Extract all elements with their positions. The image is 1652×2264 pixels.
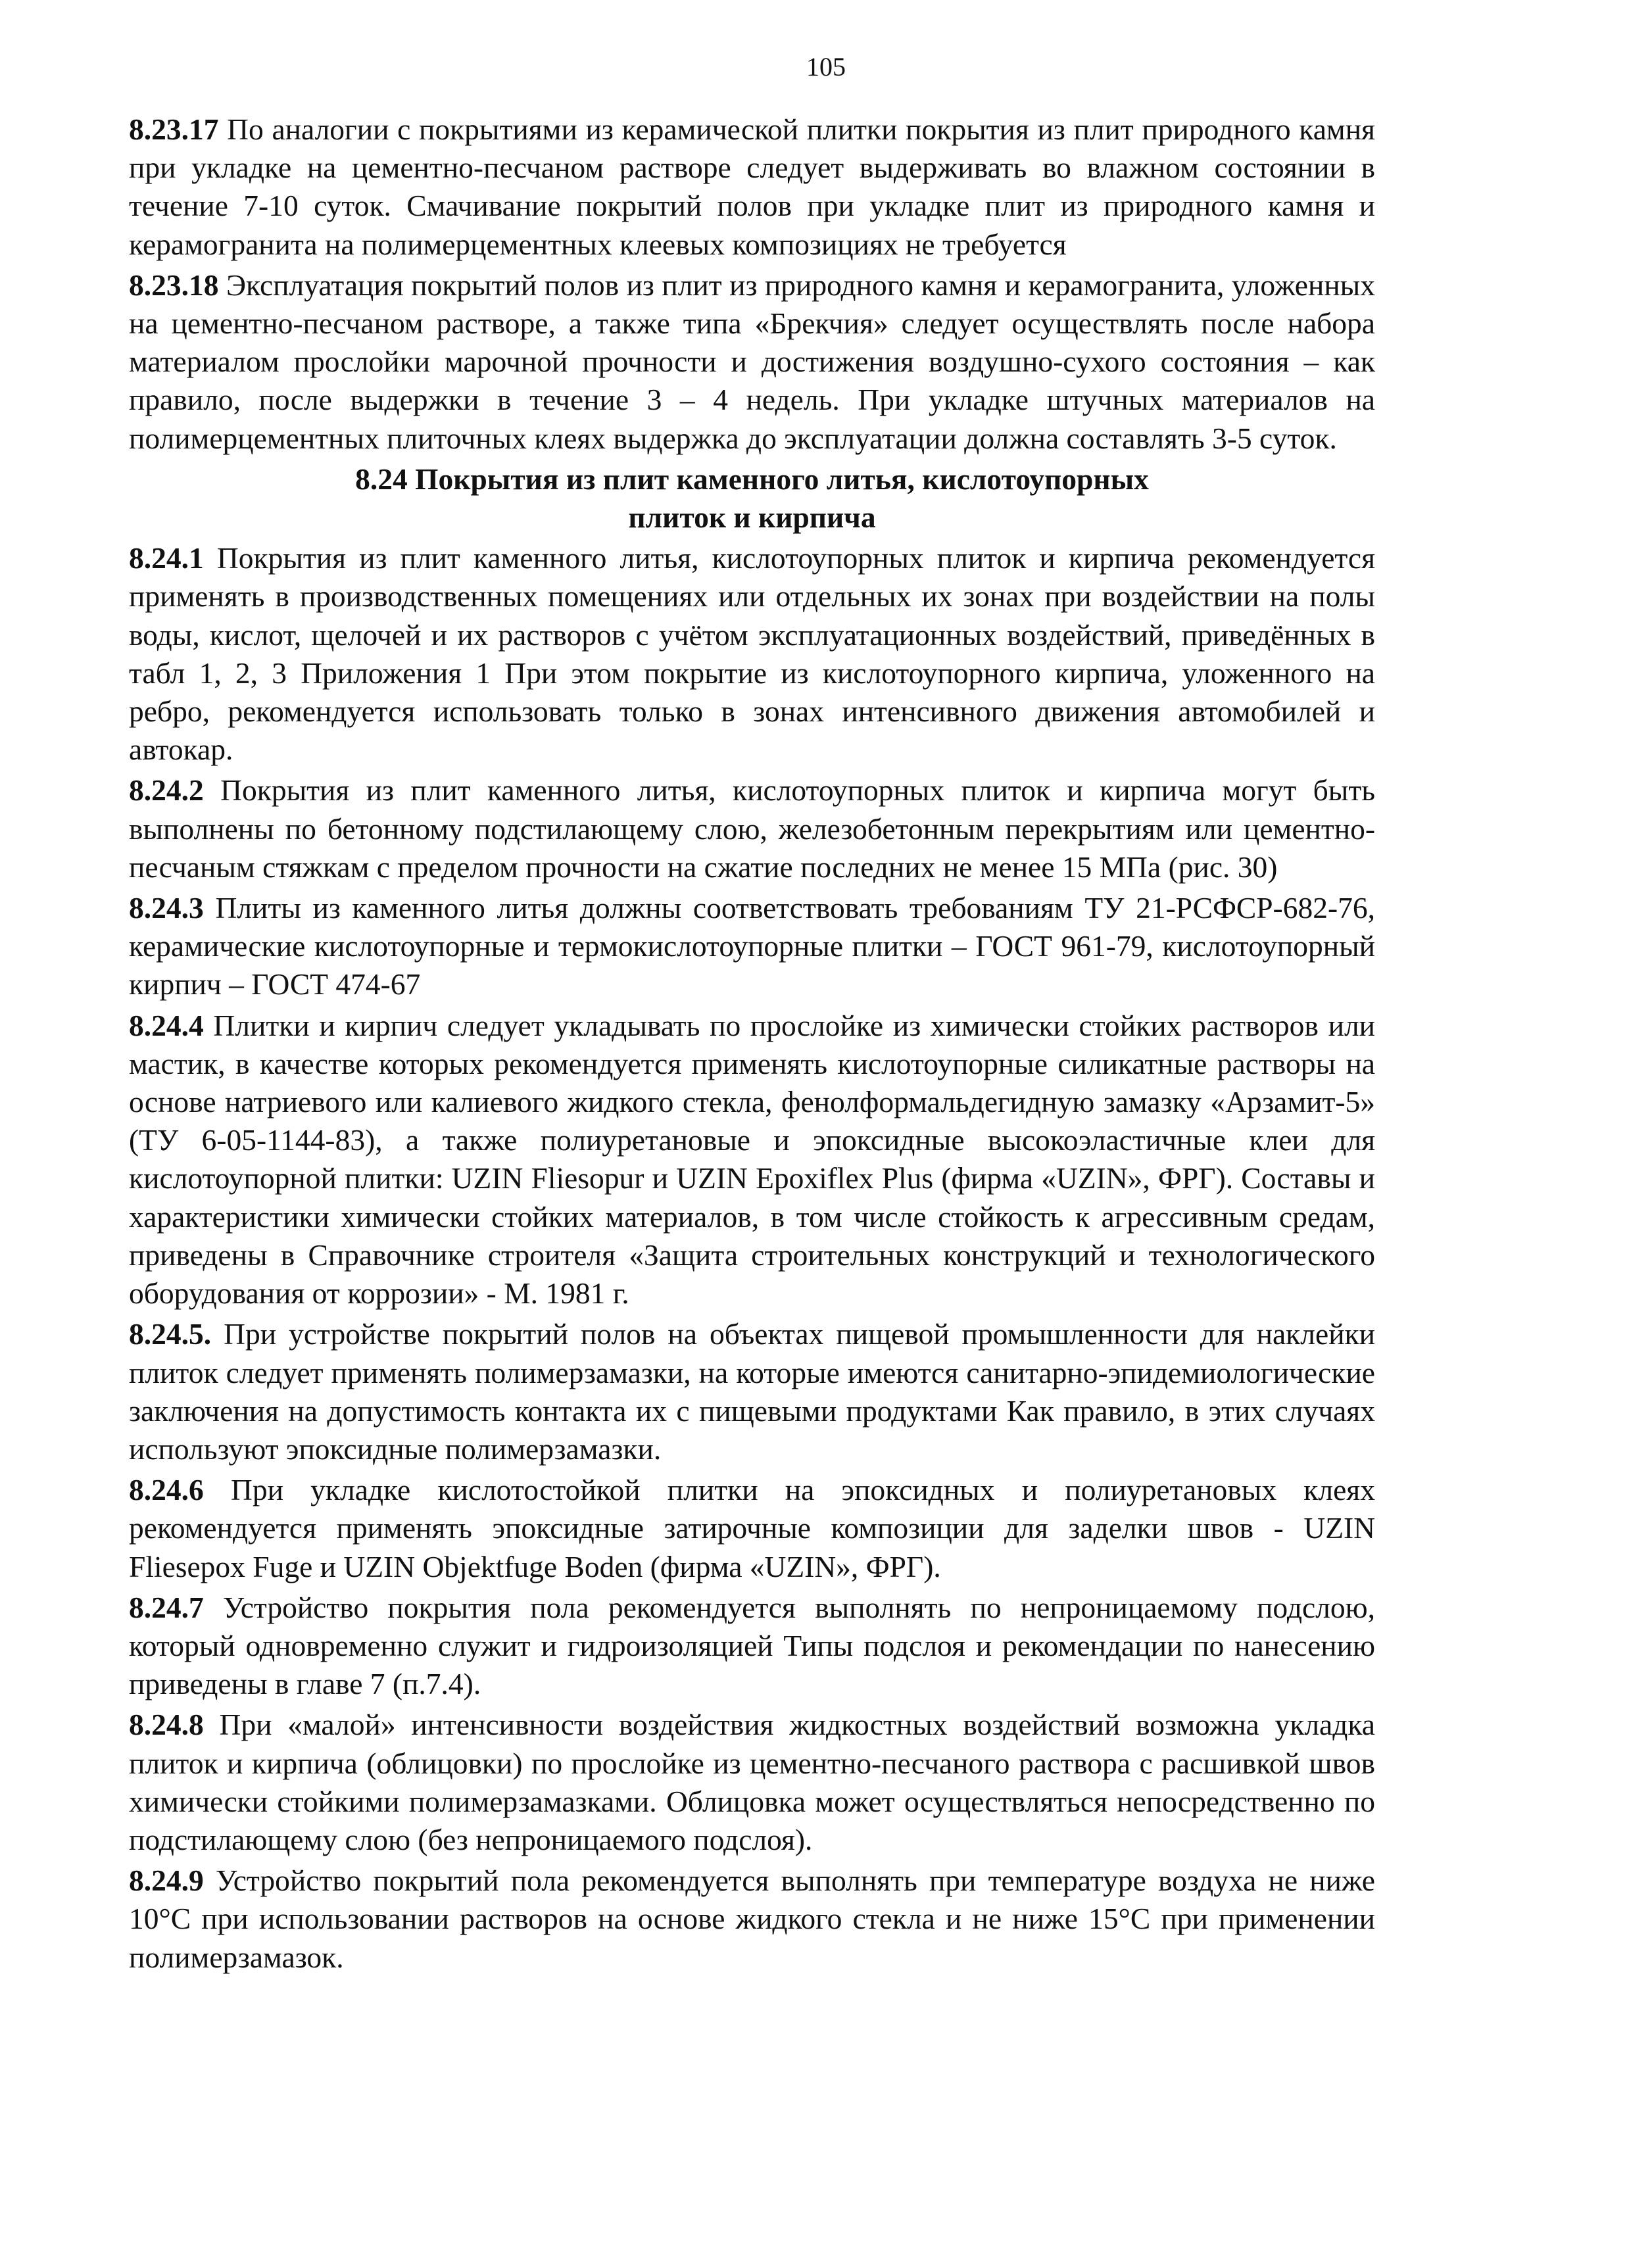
clause-number: 8.24.3	[129, 891, 204, 925]
document-body	[129, 110, 1375, 1979]
clause-text: Устройство покрытий пола рекомендуется выполнять при температуре воздуха не ниже 10°С при использовании растворов на основе жидкого стекла и не ниже 15°С при применении полимерзамазок.	[129, 1864, 1375, 1974]
clause-text: Устройство покрытия пола рекомендуется выполнять по непроницаемому подслою, который одновременно служит и гидроизоляцией Типы подслоя и рекомендации по нанесению приведены в главе 7 (п.7.4).	[129, 1590, 1375, 1701]
paragraph-8-23-17	[129, 110, 1375, 264]
clause-number: 8.24.4	[129, 1008, 204, 1042]
clause-number: 8.24.9	[129, 1864, 204, 1898]
paragraph-8-24-9	[129, 1862, 1375, 1977]
clause-number: 8.24.5.	[129, 1317, 212, 1351]
clause-text: Покрытия из плит каменного литья, кислотоупорных плиток и кирпича рекомендуется применять в производственных помещениях или отдельных их зонах при воздействии на полы воды, кислот, щелочей и их растворов с учётом эксплуатационных воздействий, приведённых в табл 1, 2, 3 Приложения 1 При этом покрытие из кислотоупорного кирпича, уложенного на ребро, рекомендуется использовать только в зонах интенсивного движения автомобилей и автокар.	[129, 541, 1375, 767]
clause-number: 8.24.2	[129, 773, 204, 807]
clause-number: 8.24.8	[129, 1708, 204, 1742]
clause-text: При укладке кислотостойкой плитки на эпоксидных и полиуретановых клеях рекомендуется применять эпоксидные затирочные композиции для заделки швов - UZIN Fliesepox Fuge и UZIN Objektfuge Boden (фирма «UZIN», ФРГ).	[129, 1473, 1375, 1583]
paragraph-8-24-3	[129, 889, 1375, 1004]
clause-text: При «малой» интенсивности воздействия жидкостных воздействий возможна укладка плиток и кирпича (облицовки) по прослойке из цементно-песчаного раствора с расшивкой швов химически стойкими полимерзамазками. Облицовка может осуществляться непосредственно по подстилающему слою (без непроницаемого подслоя).	[129, 1708, 1375, 1856]
clause-number: 8.24.1	[129, 541, 204, 575]
clause-text: При устройстве покрытий полов на объектах пищевой промышленности для наклейки плиток следует применять полимерзамазки, на которые имеются санитарно-эпидемиологические заключения на допустимость контакта их с пищевыми продуктами Как правило, в этих случаях используют эпоксидные полимерзамазки.	[129, 1317, 1375, 1466]
clause-text: Покрытия из плит каменного литья, кислотоупорных плиток и кирпича могут быть выполнены по бетонному подстилающему слою, железобетонным перекрытиям или цементно-песчаным стяжкам с пределом прочности на сжатие последних не менее 15 МПа (рис. 30)	[129, 773, 1375, 884]
paragraph-8-24-5	[129, 1315, 1375, 1468]
clause-number: 8.24.7	[129, 1590, 204, 1624]
clause-text: По аналогии с покрытиями из керамической плитки покрытия из плит природного камня при укладке на цементно-песчаном растворе следует выдерживать во влажном состоянии в течение 7-10 суток. Смачивание покрытий полов при укладке плит из природного камня и керамогранита на полимерцементных клеевых композициях не требуется	[129, 112, 1375, 261]
paragraph-8-24-1	[129, 539, 1375, 769]
clause-number: 8.24.6	[129, 1473, 204, 1507]
paragraph-8-24-8	[129, 1706, 1375, 1859]
paragraph-8-24-2	[129, 771, 1375, 886]
paragraph-8-24-7	[129, 1589, 1375, 1704]
paragraph-8-24-4	[129, 1007, 1375, 1313]
clause-number: 8.23.18	[129, 268, 219, 302]
section-heading-line-2: плиток и кирпича	[628, 500, 876, 535]
paragraph-8-23-18	[129, 266, 1375, 458]
page-number: 105	[806, 52, 846, 82]
paragraph-8-24-6	[129, 1471, 1375, 1586]
section-heading	[129, 460, 1375, 537]
section-heading-line-1: 8.24 Покрытия из плит каменного литья, кислотоупорных	[355, 462, 1149, 496]
clause-text: Плитки и кирпич следует укладывать по прослойке из химически стойких растворов или мастик, в качестве которых рекомендуется применять кислотоупорные силикатные растворы на основе натриевого или калиевого жидкого стекла, фенолформальдегидную замазку «Арзамит-5» (ТУ 6-05-1144-83), а также полиуретановые и эпоксидные высокоэластичные клеи для кислотоупорной плитки: UZIN Fliesopur и UZIN Epoxiflex Plus (фирма «UZIN», ФРГ). Составы и характеристики химически стойких материалов, в том числе стойкость к агрессивным средам, приведены в Справочнике строителя «Защита строительных конструкций и технологического оборудования от коррозии» - М. 1981 г.	[129, 1008, 1375, 1311]
clause-text: Эксплуатация покрытий полов из плит из природного камня и керамогранита, уложенных на цементно-песчаном растворе, а также типа «Брекчия» следует осуществлять после набора материалом прослойки марочной прочности и достижения воздушно-сухого состояния – как правило, после выдержки в течение 3 – 4 недель. При укладке штучных материалов на полимерцементных плиточных клеях выдержка до эксплуатации должна составлять 3-5 суток.	[129, 268, 1375, 455]
clause-text: Плиты из каменного литья должны соответствовать требованиям ТУ 21-РСФСР-682-76, керамические кислотоупорные и термокислотоупорные плитки – ГОСТ 961-79, кислотоупорный кирпич – ГОСТ 474-67	[129, 891, 1375, 1001]
clause-number: 8.23.17	[129, 112, 219, 146]
